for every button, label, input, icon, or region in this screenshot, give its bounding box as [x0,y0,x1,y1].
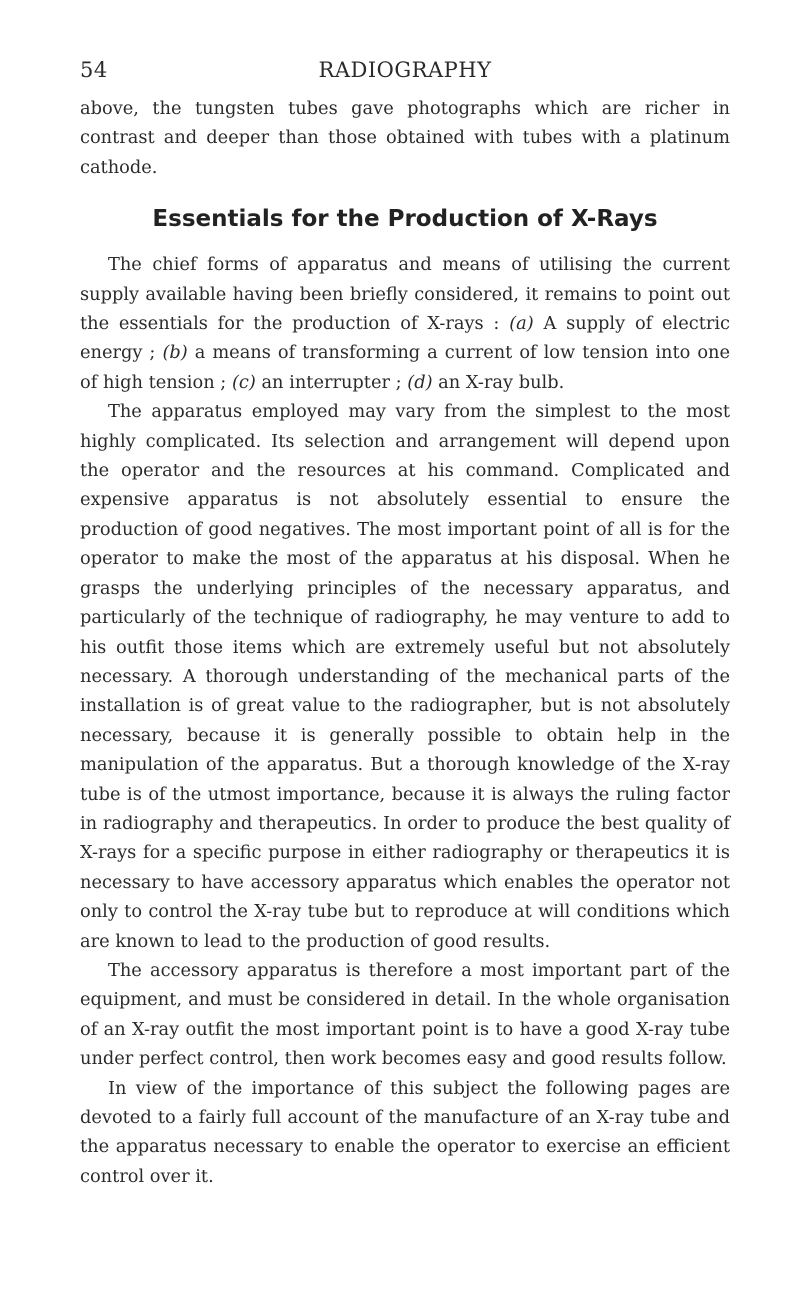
essentials-text-4: an interrupter ; [255,371,408,393]
essentials-text-2: A supply of electric energy ; [80,313,730,364]
essentials-text-1: The chief forms of apparatus and means of utilising the current supply available having been briefly considered, it remains to point out the essentials for the production of X-rays : [80,254,730,335]
running-title: RADIOGRAPHY [318,58,492,82]
marker-d: (d) [407,371,433,393]
essentials-paragraph [80,250,730,397]
closing-paragraph: In view of the importance of this subject the following pages are devoted to a fairly full account of the manufacture of an X-ray tube and the apparatus necessary to enable the operator to exercise an efficient control over it. [80,1077,730,1187]
marker-a: (a) [509,313,534,335]
essentials-text-3: a means of transforming a current of low tension into one of high tension ; [80,342,730,393]
running-head [80,58,730,82]
apparatus-paragraph: The apparatus employed may vary from the simplest to the most highly complicated. Its selection and arrangement will depend upon the operator and the resources at his command. Complicated and expensive apparatus is not absolutely essential to ensure the production of good negatives. The most important point of all is for the operator to make the most of the apparatus at his disposal. When he grasps the underlying principles of the necessary apparatus, and particularly of the technique of radiography, he may venture to add to his outfit those items which are extremely useful but not absolutely necessary. A thorough understanding of the mechanical parts of the installation is of great value to the radiographer, but is not absolutely necessary, because it is generally possible to obtain help in the manipulation of the apparatus. But a thorough knowledge of the X-ray tube is of the utmost importance, because it is always the ruling factor in radiography and therapeutics. In order to produce the best quality of X-rays for a specific purpose in either radiography or therapeutics it is necessary to have accessory apparatus which enables the operator not only to control the X-ray tube but to reproduce at will conditions which are known to lead to the production of good results. [80,401,730,952]
accessory-paragraph: The accessory apparatus is therefore a most important part of the equipment, and must be considered in detail. In the whole organisation of an X-ray outfit the most important point is to have a good X-ray tube under perfect control, then work becomes easy and good results follow. [80,959,730,1070]
marker-c: (c) [231,371,256,393]
marker-b: (b) [162,342,188,364]
page-number: 54 [80,58,108,82]
book-page [80,58,730,1191]
section-heading: Essentials for the Production of X-Rays [152,206,658,233]
intro-paragraph: above, the tungsten tubes gave photographs which are richer in contrast and deeper than those obtained with tubes with a platinum cathode. [80,98,730,178]
essentials-text-5: an X-ray bulb. [432,371,565,393]
